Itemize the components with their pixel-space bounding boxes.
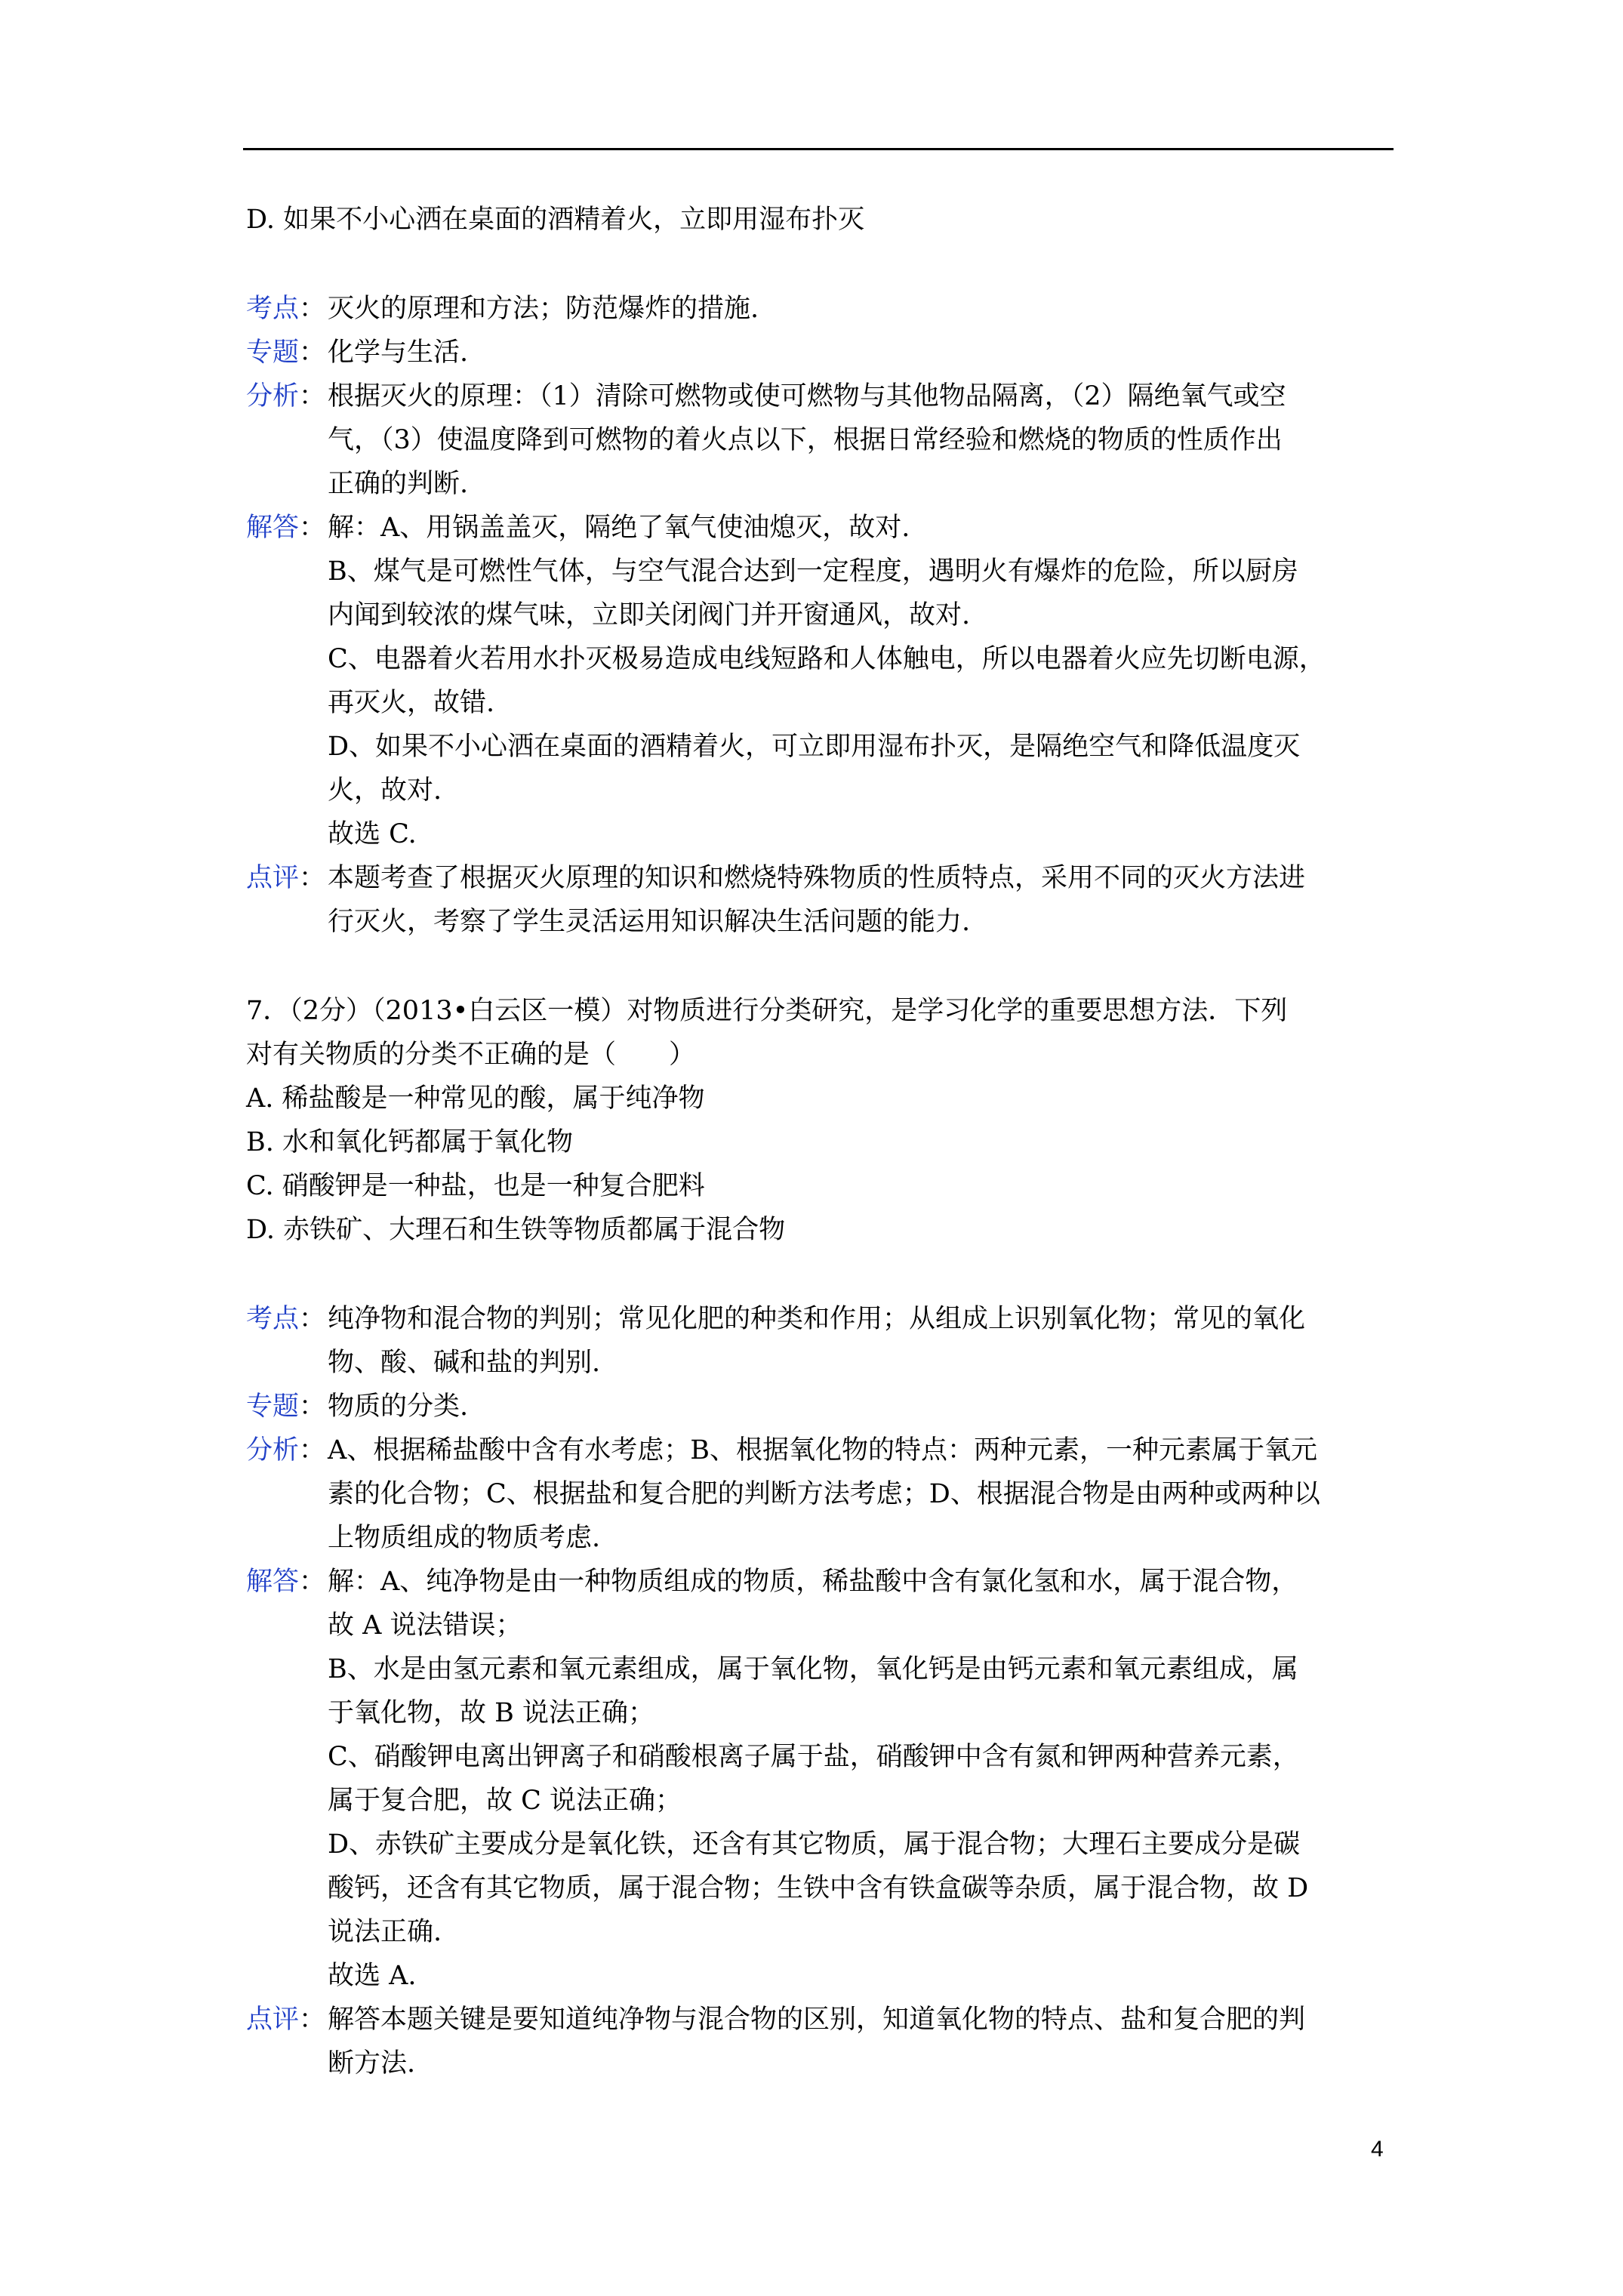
text-line: 灭火的原理和方法；防范爆炸的措施.: [328, 294, 759, 324]
text-line: 断方法.: [328, 2048, 416, 2079]
q7-stem-line-2: 对有关物质的分类不正确的是（ ）: [246, 1040, 696, 1070]
q7-fenxi: [246, 1428, 1394, 1560]
q6-zhuanti: [246, 331, 1394, 374]
text-line: 内闻到较浓的煤气味，立即关闭阀门并开窗通风，故对.: [328, 600, 971, 630]
text-line: 解：A、纯净物是由一种物质组成的物质，稀盐酸中含有氯化氢和水，属于混合物，: [328, 1567, 1298, 1597]
jieda-tag: 解答：: [246, 1567, 326, 1597]
q7-option-b: B. 水和氧化钙都属于氧化物: [246, 1127, 573, 1157]
text-line: 物质的分类.: [328, 1391, 469, 1422]
text-line: C、硝酸钾电离出钾离子和硝酸根离子属于盐，硝酸钾中含有氮和钾两种营养元素，: [328, 1742, 1299, 1772]
fenxi-tag: 分析：: [246, 1435, 326, 1465]
q6-kaodian: [246, 287, 1394, 331]
page-content: [246, 198, 1394, 2085]
text-line: 于氧化物，故 B 说法正确；: [328, 1698, 654, 1728]
q6-option-d: D. 如果不小心洒在桌面的酒精着火，立即用湿布扑灭: [246, 205, 865, 235]
text-line: C、电器着火若用水扑灭极易造成电线短路和人体触电，所以电器着火应先切断电源，: [328, 644, 1326, 674]
jieda-body: [328, 506, 1394, 856]
spacer: [246, 1252, 1394, 1297]
kaodian-body: [328, 1297, 1394, 1385]
q7-jieda: [246, 1560, 1394, 1998]
q7-option-a: A. 稀盐酸是一种常见的酸，属于纯净物: [246, 1083, 705, 1114]
q6-fenxi: [246, 374, 1394, 506]
q6-dianping: [246, 856, 1394, 944]
q7-zhuanti: [246, 1385, 1394, 1428]
dianping-body: [328, 1998, 1394, 2085]
text-line: 酸钙，还含有其它物质，属于混合物；生铁中含有铁盒碳等杂质，属于混合物，故 D: [328, 1873, 1309, 1903]
fenxi-tag: 分析：: [246, 381, 326, 411]
jieda-body: [328, 1560, 1394, 1998]
kaodian-tag: 考点：: [246, 294, 326, 324]
fenxi-body: [328, 1428, 1394, 1560]
spacer: [246, 944, 1394, 989]
kaodian-tag: 考点：: [246, 1304, 326, 1334]
q7-kaodian: [246, 1297, 1394, 1385]
text-line: 行灭火，考察了学生灵活运用知识解决生活问题的能力.: [328, 907, 971, 937]
q7-option-c: C. 硝酸钾是一种盐，也是一种复合肥料: [246, 1171, 705, 1201]
q6-jieda: [246, 506, 1394, 856]
text-line: 火，故对.: [328, 775, 442, 806]
fenxi-body: [328, 374, 1394, 506]
text-line: 素的化合物；C、根据盐和复合肥的判断方法考虑；D、根据混合物是由两种或两种以: [328, 1479, 1320, 1509]
dianping-tag: 点评：: [246, 2005, 326, 2035]
text-line: 故选 C.: [328, 819, 417, 849]
jieda-tag: 解答：: [246, 513, 326, 543]
q7-stem-line-1: 7．（2分）（2013•白云区一模）对物质进行分类研究，是学习化学的重要思想方法．下列: [246, 996, 1288, 1026]
text-line: 根据灭火的原理：（1）清除可燃物或使可燃物与其他物品隔离，（2）隔绝氧气或空: [328, 381, 1286, 411]
text-line: 上物质组成的物质考虑.: [328, 1523, 601, 1553]
dianping-tag: 点评：: [246, 863, 326, 893]
q7-dianping: [246, 1998, 1394, 2085]
page-number: 4: [1371, 2137, 1384, 2162]
text-line: 解：A、用锅盖盖灭，隔绝了氧气使油熄灭，故对.: [328, 513, 910, 543]
text-line: 再灭火，故错.: [328, 688, 495, 718]
header-rule: [243, 148, 1394, 150]
text-line: 化学与生活.: [328, 337, 469, 368]
text-line: D、赤铁矿主要成分是氧化铁，还含有其它物质，属于混合物；大理石主要成分是碳: [328, 1829, 1301, 1860]
zhuanti-body: [328, 1385, 1394, 1428]
q7-option-d: D. 赤铁矿、大理石和生铁等物质都属于混合物: [246, 1215, 786, 1245]
zhuanti-tag: 专题：: [246, 337, 326, 368]
kaodian-body: [328, 287, 1394, 331]
text-line: 气，（3）使温度降到可燃物的着火点以下，根据日常经验和燃烧的物质的性质作出: [328, 425, 1283, 455]
dianping-body: [328, 856, 1394, 944]
text-line: 故 A 说法错误；: [328, 1610, 522, 1641]
text-line: B、水是由氢元素和氧元素组成，属于氧化物，氧化钙是由钙元素和氧元素组成，属: [328, 1654, 1298, 1684]
text-line: D、如果不小心洒在桌面的酒精着火，可立即用湿布扑灭，是隔绝空气和降低温度灭: [328, 732, 1301, 762]
spacer: [246, 242, 1394, 287]
text-line: 物、酸、碱和盐的判别.: [328, 1348, 601, 1378]
text-line: 故选 A.: [328, 1961, 417, 1991]
text-line: 纯净物和混合物的判别；常见化肥的种类和作用；从组成上识别氧化物；常见的氧化: [328, 1304, 1306, 1334]
zhuanti-tag: 专题：: [246, 1391, 326, 1422]
text-line: 属于复合肥，故 C 说法正确；: [328, 1786, 682, 1816]
text-line: B、煤气是可燃性气体，与空气混合达到一定程度，遇明火有爆炸的危险，所以厨房: [328, 556, 1298, 587]
text-line: 解答本题关键是要知道纯净物与混合物的区别，知道氧化物的特点、盐和复合肥的判: [328, 2005, 1306, 2035]
text-line: 正确的判断.: [328, 469, 469, 499]
text-line: 本题考查了根据灭火原理的知识和燃烧特殊物质的性质特点，采用不同的灭火方法进: [328, 863, 1306, 893]
text-line: A、根据稀盐酸中含有水考虑；B、根据氧化物的特点：两种元素，一种元素属于氧元: [328, 1435, 1317, 1465]
zhuanti-body: [328, 331, 1394, 374]
text-line: 说法正确.: [328, 1917, 442, 1947]
